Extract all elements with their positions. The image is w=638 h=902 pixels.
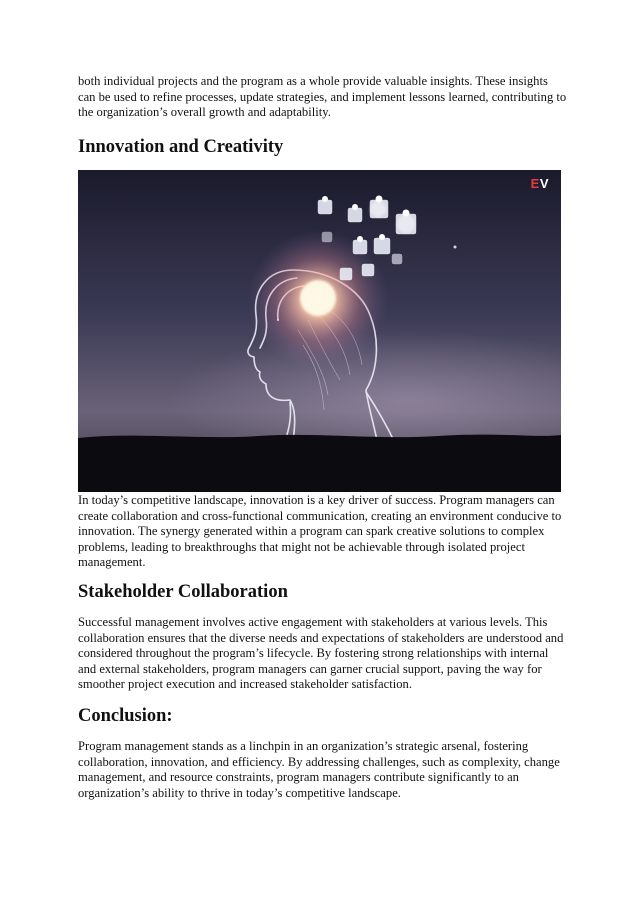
brand-logo-right: V bbox=[539, 176, 549, 191]
stakeholder-heading: Stakeholder Collaboration bbox=[78, 582, 288, 602]
stakeholder-paragraph: Successful management involves active engagement with stakeholders at various levels. This collaboration ensures that the diverse needs and expectations of stakeholders are understood and considered throughout the program’s lifecycle. By fostering strong relationships with internal and external stakeholders, program managers can garner crucial support, paving the way for smoother project execution and increased stakeholder satisfaction. bbox=[78, 615, 564, 692]
conclusion-paragraph: Program management stands as a linchpin in an organization’s strategic arsenal, fostering collaboration, innovation, and efficiency. By addressing challenges, such as complexity, change management, and resource constraints, program managers contribute significantly to an organization’s ability to thrive in today’s competitive landscape. bbox=[78, 739, 560, 800]
conclusion-heading: Conclusion: bbox=[78, 706, 173, 726]
brand-logo-left: E bbox=[530, 176, 540, 191]
brand-logo bbox=[531, 176, 549, 191]
intro-paragraph: both individual projects and the program as a whole provide valuable insights. These insights can be used to refine processes, update strategies, and implement lessons learned, contributing to the organization’s overall growth and adaptability. bbox=[78, 74, 567, 120]
innovation-paragraph: In today’s competitive landscape, innovation is a key driver of success. Program managers can create collaboration and cross-functional communication, creating an environment conducive to innovation. The synergy generated within a program can spark creative solutions to complex problems, leading to breakthroughs that might not be achievable through isolated project management. bbox=[78, 493, 562, 570]
innovation-heading: Innovation and Creativity bbox=[78, 137, 284, 157]
innovation-image bbox=[78, 170, 561, 492]
head-with-puzzle-pieces-icon bbox=[78, 170, 561, 492]
